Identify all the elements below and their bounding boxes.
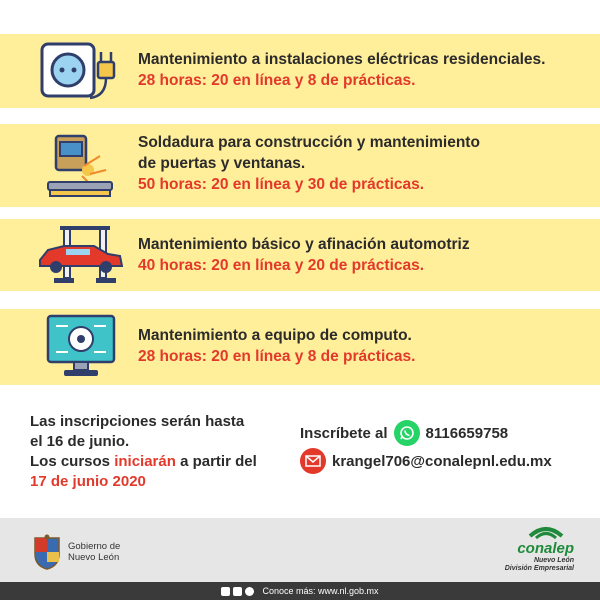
conalep-sub-2: División Empresarial [504, 565, 574, 572]
instagram-icon[interactable] [245, 587, 254, 596]
course-4-text [138, 325, 415, 367]
gob-line-2: Nuevo León [68, 552, 120, 563]
computer-repair-icon [46, 314, 116, 380]
email-contact[interactable] [300, 448, 552, 474]
facebook-icon[interactable] [221, 587, 230, 596]
car-lift-icon [34, 224, 128, 286]
conalep-emblem-icon [526, 524, 566, 540]
info-line-3a: Los cursos [30, 453, 115, 470]
course-3-text [138, 234, 470, 276]
course-4-title: Mantenimiento a equipo de computo. [138, 327, 412, 344]
coat-of-arms-icon [32, 534, 62, 570]
course-1-title: Mantenimiento a instalaciones eléctricas residenciales. [138, 51, 546, 68]
course-2-title-line2: de puertas y ventanas. [138, 155, 306, 172]
twitter-icon[interactable] [233, 587, 242, 596]
gob-line-1: Gobierno de [68, 541, 121, 552]
footer [0, 518, 600, 582]
info-line-3c: a partir del [175, 453, 257, 470]
course-3-title: Mantenimiento básico y afinación automotriz [138, 236, 470, 253]
course-3-hours: 40 horas: 20 en línea y 20 de prácticas. [138, 257, 425, 274]
conalep-logo [505, 524, 574, 573]
electric-outlet-plug-icon [40, 40, 122, 102]
conalep-name: conalep [517, 540, 574, 557]
info-start-highlight: iniciarán [114, 453, 176, 470]
course-4-hours: 28 horas: 20 en línea y 8 de prácticas. [138, 348, 416, 365]
bottom-bar [0, 582, 600, 600]
info-line-3 [30, 452, 257, 472]
signup-label: Inscríbete al [300, 424, 388, 442]
website-link[interactable]: Conoce más: www.nl.gob.mx [262, 586, 379, 596]
course-2-hours: 50 horas: 20 en línea y 30 de prácticas. [138, 176, 425, 193]
info-start-date: 17 de junio 2020 [30, 473, 146, 490]
phone-number[interactable]: 8116659758 [425, 424, 509, 442]
email-address[interactable]: krangel706@conalepnl.edu.mx [332, 452, 552, 470]
gobierno-nl-logo [32, 534, 120, 570]
course-1-hours: 28 horas: 20 en línea y 8 de prácticas. [138, 72, 416, 89]
course-2-text [138, 132, 480, 195]
info-line-1: Las inscripciones serán hasta [30, 413, 245, 430]
whatsapp-icon [394, 420, 420, 446]
whatsapp-contact[interactable] [300, 420, 508, 446]
info-line-2: el 16 de junio. [30, 433, 130, 450]
mail-icon [300, 448, 326, 474]
welding-icon [44, 130, 116, 202]
enrollment-info [30, 412, 257, 492]
conalep-sub-1: Nuevo León [533, 557, 574, 564]
course-2-title-line1: Soldadura para construcción y mantenimiento [138, 134, 480, 151]
course-1-text [138, 49, 545, 91]
